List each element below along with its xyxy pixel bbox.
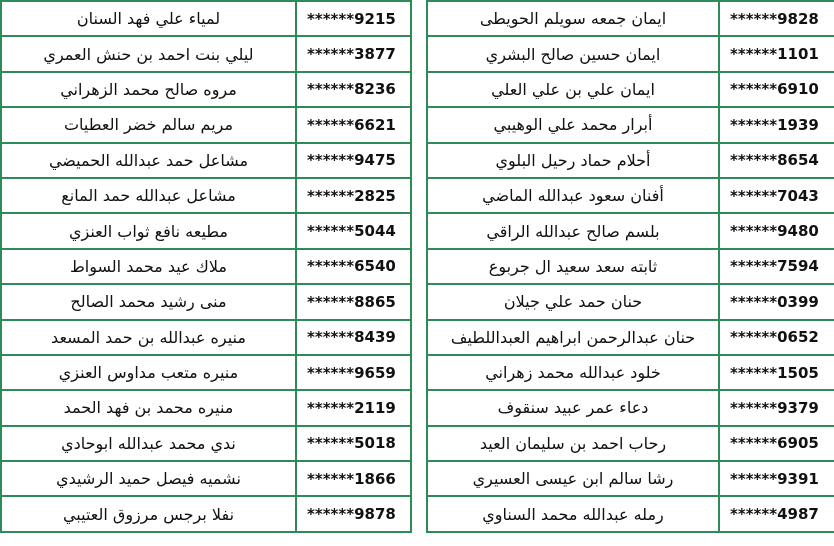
name-cell: مريم سالم خضر العطيات bbox=[1, 107, 296, 142]
table-row bbox=[1, 36, 411, 71]
name-cell: رمله عبدالله محمد السناوي bbox=[427, 496, 719, 531]
name-cell: ايمان علي بن علي العلي bbox=[427, 72, 719, 107]
table-row bbox=[1, 461, 411, 496]
right-names-table bbox=[426, 0, 834, 533]
table-row bbox=[427, 178, 834, 213]
id-code-cell: ******9215 bbox=[296, 1, 411, 36]
table-row bbox=[1, 249, 411, 284]
table-row bbox=[1, 284, 411, 319]
id-code-cell: ******7594 bbox=[719, 249, 834, 284]
id-code-cell: ******9659 bbox=[296, 355, 411, 390]
right-table-body bbox=[427, 1, 834, 532]
id-code-cell: ******8654 bbox=[719, 143, 834, 178]
id-code-cell: ******1866 bbox=[296, 461, 411, 496]
name-cell: ليلي بنت احمد بن حنش العمري bbox=[1, 36, 296, 71]
table-row bbox=[427, 461, 834, 496]
name-cell: مشاعل حمد عبدالله الحميضي bbox=[1, 143, 296, 178]
table-row bbox=[1, 496, 411, 531]
table-row bbox=[1, 426, 411, 461]
name-cell: ثابته سعد سعيد ال جربوع bbox=[427, 249, 719, 284]
id-code-cell: ******6621 bbox=[296, 107, 411, 142]
name-cell: نفلا برجس مرزوق العتيبي bbox=[1, 496, 296, 531]
name-cell: حنان حمد علي جيلان bbox=[427, 284, 719, 319]
id-code-cell: ******9480 bbox=[719, 213, 834, 248]
id-code-cell: ******9878 bbox=[296, 496, 411, 531]
table-row bbox=[427, 496, 834, 531]
id-code-cell: ******8439 bbox=[296, 320, 411, 355]
id-code-cell: ******1101 bbox=[719, 36, 834, 71]
id-code-cell: ******9379 bbox=[719, 390, 834, 425]
name-cell: منيره عبدالله بن حمد المسعد bbox=[1, 320, 296, 355]
table-row bbox=[1, 320, 411, 355]
name-cell: منيره محمد بن فهد الحمد bbox=[1, 390, 296, 425]
id-code-cell: ******0652 bbox=[719, 320, 834, 355]
name-cell: حنان عبدالرحمن ابراهيم العبداللطيف bbox=[427, 320, 719, 355]
name-cell: خلود عبدالله محمد زهراني bbox=[427, 355, 719, 390]
id-code-cell: ******9391 bbox=[719, 461, 834, 496]
table-row bbox=[427, 355, 834, 390]
left-table-body bbox=[1, 1, 411, 532]
id-code-cell: ******1939 bbox=[719, 107, 834, 142]
table-row bbox=[427, 249, 834, 284]
table-row bbox=[427, 213, 834, 248]
name-cell: رحاب احمد بن سليمان العيد bbox=[427, 426, 719, 461]
name-cell: أبرار محمد علي الوهيبي bbox=[427, 107, 719, 142]
table-row bbox=[1, 1, 411, 36]
table-row bbox=[427, 107, 834, 142]
id-code-cell: ******3877 bbox=[296, 36, 411, 71]
table-row bbox=[427, 284, 834, 319]
id-code-cell: ******7043 bbox=[719, 178, 834, 213]
name-cell: ملاك عيد محمد السواط bbox=[1, 249, 296, 284]
id-code-cell: ******2119 bbox=[296, 390, 411, 425]
table-row bbox=[1, 143, 411, 178]
id-code-cell: ******1505 bbox=[719, 355, 834, 390]
id-code-cell: ******4987 bbox=[719, 496, 834, 531]
name-cell: دعاء عمر عبيد سنقوف bbox=[427, 390, 719, 425]
name-cell: ايمان جمعه سويلم الحويطى bbox=[427, 1, 719, 36]
table-row bbox=[1, 72, 411, 107]
name-cell: مروه صالح محمد الزهراني bbox=[1, 72, 296, 107]
id-code-cell: ******2825 bbox=[296, 178, 411, 213]
table-row bbox=[1, 355, 411, 390]
id-code-cell: ******5044 bbox=[296, 213, 411, 248]
table-row bbox=[427, 426, 834, 461]
table-row bbox=[427, 36, 834, 71]
id-code-cell: ******6540 bbox=[296, 249, 411, 284]
id-code-cell: ******5018 bbox=[296, 426, 411, 461]
table-row bbox=[427, 320, 834, 355]
id-code-cell: ******0399 bbox=[719, 284, 834, 319]
name-cell: ايمان حسين صالح البشري bbox=[427, 36, 719, 71]
table-row bbox=[1, 213, 411, 248]
id-code-cell: ******9828 bbox=[719, 1, 834, 36]
table-row bbox=[1, 107, 411, 142]
table-row bbox=[427, 1, 834, 36]
table-row bbox=[427, 143, 834, 178]
id-code-cell: ******6910 bbox=[719, 72, 834, 107]
name-cell: مطيعه نافع ثواب العنزي bbox=[1, 213, 296, 248]
name-cell: نشميه فيصل حميد الرشيدي bbox=[1, 461, 296, 496]
name-cell: بلسم صالح عبدالله الراقي bbox=[427, 213, 719, 248]
table-row bbox=[1, 390, 411, 425]
name-cell: أحلام حماد رحيل البلوي bbox=[427, 143, 719, 178]
name-cell: منى رشيد محمد الصالح bbox=[1, 284, 296, 319]
table-row bbox=[1, 178, 411, 213]
name-cell: أفنان سعود عبدالله الماضي bbox=[427, 178, 719, 213]
name-cell: مشاعل عبدالله حمد المانع bbox=[1, 178, 296, 213]
name-cell: رشا سالم ابن عيسى العسيري bbox=[427, 461, 719, 496]
table-row bbox=[427, 72, 834, 107]
name-cell: منيره متعب مداوس العنزي bbox=[1, 355, 296, 390]
id-code-cell: ******8865 bbox=[296, 284, 411, 319]
id-code-cell: ******9475 bbox=[296, 143, 411, 178]
table-row bbox=[427, 390, 834, 425]
name-cell: ندي محمد عبدالله ابوحادي bbox=[1, 426, 296, 461]
id-code-cell: ******6905 bbox=[719, 426, 834, 461]
id-code-cell: ******8236 bbox=[296, 72, 411, 107]
name-cell: لمياء علي فهد السنان bbox=[1, 1, 296, 36]
left-names-table bbox=[0, 0, 412, 533]
